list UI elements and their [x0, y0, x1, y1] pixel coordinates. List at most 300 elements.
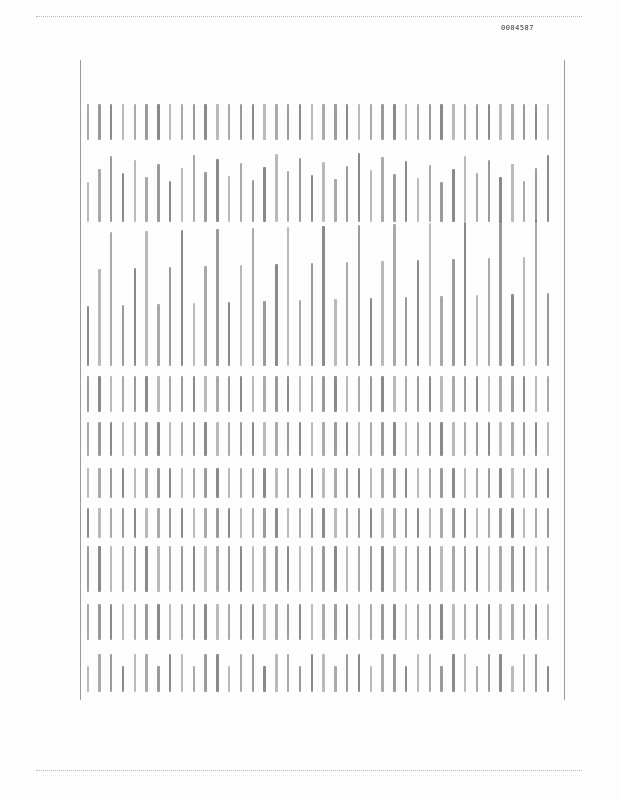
table-cell	[393, 174, 395, 222]
table-cell	[322, 508, 324, 538]
table-cell	[370, 604, 372, 640]
table-cell	[252, 546, 254, 592]
table-cell	[322, 422, 324, 456]
table-cell	[393, 546, 395, 592]
table-cell	[157, 304, 159, 366]
table-cell	[370, 104, 372, 140]
table-cell	[488, 376, 490, 412]
table-row	[176, 60, 188, 700]
table-cell	[110, 232, 112, 366]
table-cell	[322, 654, 324, 692]
table-cell	[346, 604, 348, 640]
table-cell	[358, 104, 360, 140]
table-cell	[263, 604, 265, 640]
table-cell	[134, 104, 136, 140]
table-cell	[263, 468, 265, 498]
table-cell	[381, 604, 383, 640]
table-cell	[299, 422, 301, 456]
table-cell	[287, 604, 289, 640]
table-cell	[216, 422, 218, 456]
table-cell	[429, 604, 431, 640]
table-row	[306, 60, 318, 700]
table-cell	[181, 654, 183, 692]
table-cell	[193, 422, 195, 456]
table-cell	[452, 422, 454, 456]
table-cell	[381, 422, 383, 456]
table-cell	[252, 422, 254, 456]
table-cell	[358, 546, 360, 592]
table-row	[448, 60, 460, 700]
table-cell	[299, 508, 301, 538]
table-cell	[181, 104, 183, 140]
table-cell	[204, 654, 206, 692]
table-cell	[240, 604, 242, 640]
table-cell	[252, 508, 254, 538]
table-cell	[452, 604, 454, 640]
table-row	[507, 60, 519, 700]
table-cell	[429, 468, 431, 498]
table-cell	[193, 508, 195, 538]
table-cell	[263, 301, 265, 366]
table-cell	[122, 376, 124, 412]
table-cell	[204, 376, 206, 412]
table-cell	[157, 104, 159, 140]
table-row	[188, 60, 200, 700]
table-cell	[169, 546, 171, 592]
table-cell	[240, 163, 242, 222]
table-cell	[464, 604, 466, 640]
table-cell	[252, 180, 254, 222]
table-cell	[381, 157, 383, 222]
table-cell	[511, 376, 513, 412]
table-cell	[252, 604, 254, 640]
table-cell	[228, 302, 230, 366]
table-cell	[476, 295, 478, 366]
table-cell	[169, 267, 171, 366]
table-cell	[145, 376, 147, 412]
table-cell	[145, 231, 147, 366]
table-cell	[440, 546, 442, 592]
table-cell	[358, 508, 360, 538]
table-cell	[464, 468, 466, 498]
table-cell	[216, 229, 218, 366]
table-cell	[452, 104, 454, 140]
table-cell	[440, 182, 442, 222]
table-cell	[145, 177, 147, 222]
table-cell	[393, 104, 395, 140]
table-cell	[299, 158, 301, 222]
table-cell	[440, 468, 442, 498]
table-cell	[547, 508, 549, 538]
table-cell	[204, 422, 206, 456]
table-cell	[440, 422, 442, 456]
table-row	[259, 60, 271, 700]
table-cell	[287, 104, 289, 140]
table-cell	[252, 376, 254, 412]
table-cell	[204, 604, 206, 640]
table-cell	[87, 546, 89, 592]
table-cell	[181, 422, 183, 456]
table-cell	[134, 376, 136, 412]
table-cell	[322, 162, 324, 222]
table-cell	[511, 508, 513, 538]
table-cell	[216, 654, 218, 692]
table-row	[141, 60, 153, 700]
table-cell	[499, 654, 501, 692]
table-cell	[346, 546, 348, 592]
table-cell	[393, 468, 395, 498]
table-cell	[110, 422, 112, 456]
table-row	[94, 60, 106, 700]
table-cell	[499, 422, 501, 456]
table-cell	[240, 508, 242, 538]
table-cell	[499, 468, 501, 498]
table-row	[235, 60, 247, 700]
table-cell	[240, 104, 242, 140]
table-cell	[216, 159, 218, 222]
table-cell	[334, 104, 336, 140]
table-cell	[169, 181, 171, 222]
table-cell	[499, 604, 501, 640]
table-row	[224, 60, 236, 700]
table-cell	[193, 468, 195, 498]
table-cell	[240, 422, 242, 456]
table-cell	[145, 508, 147, 538]
table-row	[283, 60, 295, 700]
table-cell	[204, 508, 206, 538]
table-cell	[476, 422, 478, 456]
table-cell	[511, 422, 513, 456]
table-cell	[440, 604, 442, 640]
table-cell	[87, 306, 89, 366]
table-cell	[476, 468, 478, 498]
table-cell	[452, 508, 454, 538]
table-cell	[464, 546, 466, 592]
table-cell	[275, 376, 277, 412]
table-cell	[476, 666, 478, 692]
table-cell	[523, 468, 525, 498]
table-cell	[134, 654, 136, 692]
table-cell	[263, 167, 265, 222]
table-cell	[476, 604, 478, 640]
table-cell	[122, 173, 124, 222]
table-cell	[275, 154, 277, 222]
table-header	[66, 60, 81, 700]
table-cell	[287, 508, 289, 538]
table-row	[271, 60, 283, 700]
table-cell	[134, 268, 136, 366]
table-cell	[275, 104, 277, 140]
table-cell	[98, 546, 100, 592]
table-cell	[169, 654, 171, 692]
table-cell	[145, 654, 147, 692]
table-cell	[547, 293, 549, 366]
table-cell	[299, 104, 301, 140]
table-cell	[535, 376, 537, 412]
table-row	[483, 60, 495, 700]
table-cell	[393, 654, 395, 692]
table-cell	[228, 508, 230, 538]
table-cell	[145, 422, 147, 456]
table-cell	[322, 226, 324, 366]
table-cell	[547, 546, 549, 592]
top-scan-noise	[36, 16, 582, 20]
table-cell	[193, 303, 195, 366]
table-cell	[488, 604, 490, 640]
table-cell	[405, 666, 407, 692]
table-cell	[370, 422, 372, 456]
table-cell	[287, 227, 289, 366]
table-cell	[452, 259, 454, 366]
table-cell	[275, 604, 277, 640]
table-cell	[169, 604, 171, 640]
table-cell	[464, 222, 466, 366]
table-cell	[358, 225, 360, 366]
table-cell	[98, 269, 100, 366]
table-cell	[452, 546, 454, 592]
table-cell	[381, 261, 383, 366]
table-cell	[122, 604, 124, 640]
table-cell	[405, 161, 407, 222]
table-cell	[547, 155, 549, 222]
table-cell	[157, 164, 159, 222]
table-cell	[499, 508, 501, 538]
table-cell	[429, 546, 431, 592]
table-cell	[405, 508, 407, 538]
table-cell	[263, 666, 265, 692]
table-cell	[252, 468, 254, 498]
table-cell	[287, 422, 289, 456]
table-cell	[263, 104, 265, 140]
table-cell	[381, 376, 383, 412]
table-row	[471, 60, 483, 700]
table-cell	[263, 376, 265, 412]
table-cell	[169, 104, 171, 140]
table-cell	[488, 508, 490, 538]
table-cell	[488, 104, 490, 140]
bottom-scan-noise	[36, 770, 582, 774]
table-cell	[87, 604, 89, 640]
table-cell	[145, 604, 147, 640]
table-cell	[322, 376, 324, 412]
table-cell	[169, 376, 171, 412]
table-cell	[346, 262, 348, 366]
table-cell	[228, 422, 230, 456]
table-cell	[98, 604, 100, 640]
table-cell	[535, 546, 537, 592]
table-cell	[499, 104, 501, 140]
table-cell	[452, 376, 454, 412]
table-row	[542, 60, 554, 700]
table-cell	[405, 422, 407, 456]
table-cell	[181, 168, 183, 222]
table-cell	[429, 376, 431, 412]
table-cell	[193, 104, 195, 140]
table-cell	[417, 178, 419, 222]
table-cell	[98, 654, 100, 692]
table-cell	[499, 376, 501, 412]
table-cell	[181, 508, 183, 538]
table-cell	[464, 104, 466, 140]
table-cell	[204, 266, 206, 366]
table-cell	[311, 104, 313, 140]
table-cell	[157, 422, 159, 456]
table-cell	[476, 104, 478, 140]
table-cell	[193, 604, 195, 640]
table-cell	[145, 104, 147, 140]
table-cell	[134, 546, 136, 592]
table-cell	[122, 305, 124, 366]
table-cell	[87, 468, 89, 498]
table-row	[424, 60, 436, 700]
table-bottom-rule	[564, 60, 565, 700]
table-cell	[145, 468, 147, 498]
table-cell	[275, 422, 277, 456]
table-cell	[488, 654, 490, 692]
table-cell	[122, 422, 124, 456]
rotated-data-table	[52, 60, 566, 700]
table-row	[365, 60, 377, 700]
table-cell	[523, 104, 525, 140]
table-cell	[252, 228, 254, 366]
table-cell	[311, 175, 313, 222]
table-cell	[311, 546, 313, 592]
table-cell	[370, 170, 372, 222]
table-cell	[299, 666, 301, 692]
table-cell	[452, 169, 454, 222]
table-cell	[464, 508, 466, 538]
table-cell	[322, 104, 324, 140]
table-cell	[334, 299, 336, 366]
table-row	[518, 60, 530, 700]
table-cell	[252, 104, 254, 140]
table-cell	[204, 468, 206, 498]
table-cell	[228, 468, 230, 498]
table-row	[377, 60, 389, 700]
table-cell	[275, 468, 277, 498]
table-cell	[311, 422, 313, 456]
table-cell	[181, 230, 183, 366]
table-cell	[287, 546, 289, 592]
table-cell	[464, 654, 466, 692]
table-cell	[535, 220, 537, 366]
table-row	[212, 60, 224, 700]
table-row	[200, 60, 212, 700]
table-cell	[452, 654, 454, 692]
table-row	[129, 60, 141, 700]
table-cell	[216, 546, 218, 592]
table-cell	[535, 468, 537, 498]
table-cell	[547, 422, 549, 456]
table-cell	[547, 604, 549, 640]
table-cell	[122, 104, 124, 140]
table-cell	[417, 376, 419, 412]
table-cell	[393, 376, 395, 412]
table-cell	[263, 546, 265, 592]
table-cell	[381, 546, 383, 592]
table-cell	[405, 546, 407, 592]
table-cell	[370, 376, 372, 412]
table-cell	[134, 160, 136, 222]
table-cell	[334, 604, 336, 640]
table-cell	[157, 666, 159, 692]
table-cell	[193, 376, 195, 412]
table-cell	[157, 546, 159, 592]
table-row	[165, 60, 177, 700]
table-row	[153, 60, 165, 700]
table-cell	[511, 546, 513, 592]
table-cell	[263, 422, 265, 456]
table-cell	[405, 604, 407, 640]
table-cell	[110, 376, 112, 412]
table-cell	[488, 546, 490, 592]
table-cell	[405, 468, 407, 498]
table-cell	[488, 422, 490, 456]
table-row	[412, 60, 424, 700]
table-cell	[381, 468, 383, 498]
table-cell	[523, 508, 525, 538]
table-cell	[346, 104, 348, 140]
table-cell	[429, 654, 431, 692]
table-cell	[358, 604, 360, 640]
table-cell	[240, 376, 242, 412]
table-cell	[358, 468, 360, 498]
table-cell	[299, 604, 301, 640]
table-row	[82, 60, 94, 700]
table-cell	[334, 422, 336, 456]
table-cell	[511, 666, 513, 692]
table-cell	[370, 546, 372, 592]
table-cell	[464, 422, 466, 456]
table-cell	[499, 177, 501, 222]
table-cell	[145, 546, 147, 592]
table-cell	[393, 224, 395, 366]
table-cell	[311, 508, 313, 538]
table-cell	[204, 172, 206, 222]
table-cell	[488, 468, 490, 498]
table-cell	[110, 508, 112, 538]
table-cell	[216, 376, 218, 412]
table-cell	[193, 546, 195, 592]
table-cell	[405, 376, 407, 412]
table-row	[330, 60, 342, 700]
table-cell	[499, 221, 501, 366]
table-cell	[511, 164, 513, 222]
table-cell	[228, 666, 230, 692]
table-cell	[216, 104, 218, 140]
table-cell	[393, 422, 395, 456]
table-cell	[157, 468, 159, 498]
document-id-stamp: 0004587	[500, 24, 534, 32]
table-cell	[511, 468, 513, 498]
table-cell	[299, 300, 301, 366]
table-cell	[452, 468, 454, 498]
table-cell	[299, 468, 301, 498]
table-cell	[87, 376, 89, 412]
table-cell	[476, 508, 478, 538]
table-cell	[311, 376, 313, 412]
table-cell	[346, 422, 348, 456]
table-cell	[169, 422, 171, 456]
table-cell	[110, 104, 112, 140]
table-row	[460, 60, 472, 700]
table-cell	[523, 654, 525, 692]
table-cell	[110, 156, 112, 222]
table-cell	[110, 468, 112, 498]
table-cell	[523, 181, 525, 222]
table-cell	[417, 604, 419, 640]
table-cell	[204, 546, 206, 592]
